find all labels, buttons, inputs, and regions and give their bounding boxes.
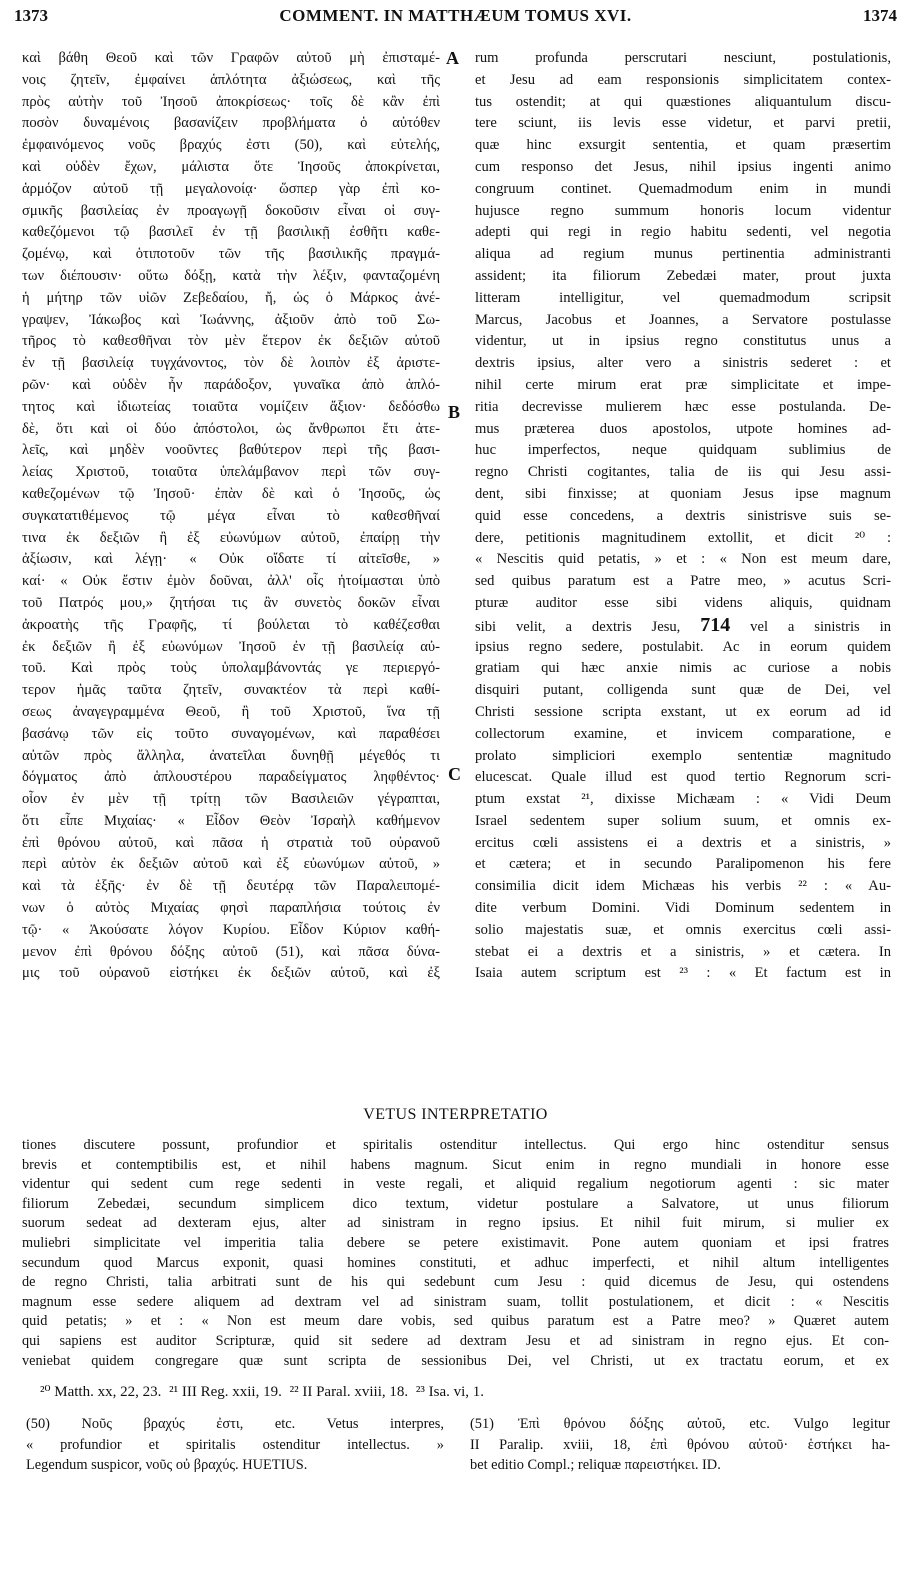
latin-text-line: quæ hinc exsurgit sententia, et quam præsertim xyxy=(475,137,891,154)
greek-text-line: γραψεν, Ἰάκωβος καὶ Ἰωάννης, ἀξιοῦν ἀπὸ τοῦ Σω- xyxy=(22,311,440,328)
vetus-text-line: magnum esse sedere aliquem ad dextram vel ad sinistram suam, tollit postulationem, et dicit : « Nescitis xyxy=(22,1293,889,1310)
vetus-text-line: de regno Christi, talia arbitrati sunt de his qui sedebunt cum Jesu : quid dicemus de Jesu, qui ostendens xyxy=(22,1274,889,1291)
greek-text-line: ζομένῳ, καὶ ὁτιποτοῦν τῶν τῆς βασιλικῆς πραγμά- xyxy=(22,246,440,263)
footnote-line: « profundior et spiritalis ostenditur intellectus. » xyxy=(26,1436,444,1453)
greek-text-line: ποσὸν δυναμένοις βασανίζειν προβλήματα ὁ αὐτόθεν xyxy=(22,115,440,132)
greek-text-line: νων ὁ αὐτὸς Μιχαίας φησὶ παραπλήσια τούτοις ἐν xyxy=(22,900,440,917)
latin-text-line: ipsius regno sedere, postulabit. Ac in eorum quidem xyxy=(475,638,891,655)
greek-text-line: σεως ἀναγεγραμμένα Θεοῦ, ἢ τοῦ Χριστοῦ, ἵνα τῇ xyxy=(22,703,440,720)
greek-text-line: νοις ζητεῖν, ἐμφαίνει ἁπλότητα ἀξιώσεως, καὶ τῆς xyxy=(22,71,440,88)
vetus-interpretatio-text xyxy=(22,1136,889,1371)
greek-text-line: ἐκ δεξιῶν ἢ ἐξ εὐωνύμων Ἰησοῦ ἐν τῇ βασιλείᾳ αὐ- xyxy=(22,638,440,655)
greek-text-line: ἡ μήτηρ τῶν υἱῶν Ζεβεδαίου, ἤ, ὡς ὁ Μάρκος ἀνέ- xyxy=(22,289,440,306)
latin-text-line: cum responso det Jesus, nihil ipsius ingenti animo xyxy=(475,158,891,175)
greek-text-line: δὲ, ὅτι καὶ οἱ δύο ἀπόστολοι, ὡς ἄνθρωποι ἔτι ἀτε- xyxy=(22,420,440,437)
section-marker-c: C xyxy=(448,764,461,784)
latin-text-line: huc imperfectos, neque quidquam sublimius de xyxy=(475,442,891,459)
latin-text-column xyxy=(475,48,891,985)
greek-text-line: ἀξίωσιν, καὶ λέγῃ· « Οὐκ οἴδατε τί αἰτεῖσθε, » xyxy=(22,551,440,568)
greek-text-line: τῷ· « Ἀκούσατε λόγον Κυρίου. Εἶδον Κύριον καθή- xyxy=(22,921,440,938)
column-number-marker: 714 xyxy=(700,614,731,636)
greek-text-column xyxy=(22,48,440,985)
greek-text-line: ἁρμόζον αὐτοῦ τῇ μεγαλονοίᾳ· ὥσπερ γὰρ ἐπὶ κο- xyxy=(22,180,440,197)
page-number-right: 1374 xyxy=(863,6,897,25)
greek-text-line: λεῖς, καὶ μηδὲν νοοῦντες βαθύτερον περὶ τῆς βασι- xyxy=(22,442,440,459)
greek-text-line: αὐτῶν πρὸς ἄλληλα, ἀνατεῖλαι δυνηθῇ μέγεθός τι xyxy=(22,747,440,764)
vetus-text-line: videntur qui sedent cum rege sedenti in veste regali, et aliquid regalium negotiorum agenti : sic mater xyxy=(22,1176,889,1193)
latin-text-line: Isaia autem scriptum est ²³ : « Et factum est in xyxy=(475,965,891,982)
greek-text-line: ἐμφαινόμενος νοῦς βραχύς ἐστι (50), καὶ εὐτελής, xyxy=(22,137,440,154)
greek-text-line: ἐπὶ θρόνου αὐτοῦ, καὶ πᾶσα ἡ στρατιὰ τοῦ οὐρανοῦ xyxy=(22,834,440,851)
page-number-left: 1373 xyxy=(14,6,48,25)
vetus-text-line: secundum quod Marcus exponit, quasi homines constituti, et adhuc imperfecti, et nihil altum intelligentes xyxy=(22,1254,889,1271)
scripture-references xyxy=(40,1382,891,1401)
latin-text-line: rum profunda perscrutari nesciunt, postulationis, xyxy=(475,50,891,66)
page-header xyxy=(14,6,897,32)
latin-text-line: tus ostendit; at qui quæstiones aliquantulum discu- xyxy=(475,93,891,110)
section-marker-b: B xyxy=(448,402,461,422)
greek-text-line: τοῦ Πατρός μου,» ζητήσαι τις ἂν συνετὸς δοκῶν εἶναι xyxy=(22,594,440,611)
vetus-interpretatio-title: VETUS INTERPRETATIO xyxy=(363,1106,548,1123)
greek-text-line: λείας Χριστοῦ, τοιαῦτα ὑπελάμβανον περὶ τῶν συγ- xyxy=(22,464,440,481)
latin-text-line: Israel sedentem super solium suum, et omnis ex- xyxy=(475,812,891,829)
reference-item: ²³ Isa. vi, 1. xyxy=(415,1384,485,1400)
vetus-text-line: brevis et contemptibilis est, et nihil habens magnum. Sicut enim in regno mundiali in honore esse xyxy=(22,1156,889,1173)
latin-text-line: collectorum examine, et invicem comparatione, e xyxy=(475,725,891,742)
vetus-text-line: quid petatis; » et : « Non est meum dare vobis, sed quibus paratum est a Patre meo? » Quæret autem xyxy=(22,1313,889,1330)
greek-text-line: τερον ἡμᾶς ταῦτα ζητεῖν, συνακτέον τὰ περὶ καθί- xyxy=(22,682,440,699)
latin-text-line: quid esse concedens, a dextris sinistrisve suis se- xyxy=(475,507,891,524)
greek-text-line: οἷον ἐν μὲν τῇ τρίτῃ τῶν Βασιλειῶν γέγραπται, xyxy=(22,791,440,808)
latin-text-line: dent, sibi finxisse; at quoniam Jesus ipse magnum xyxy=(475,485,891,502)
greek-text-line: ὅτι εἶπε Μιχαίας· « Εἶδον Θεὸν Ἰσραὴλ καθήμενον xyxy=(22,812,440,829)
latin-text-line: sibi velit, a dextris Jesu, 714 vel a sinistris in xyxy=(475,614,891,636)
latin-text-line: dextris ipsius, alter vero a sinistris sederet : et xyxy=(475,355,891,372)
latin-text-line: assident; ita filiorum Zebedæi mater, prout juxta xyxy=(475,267,891,284)
latin-text-line: consimilia dicit idem Michæas his verbis ²² : « Au- xyxy=(475,878,891,895)
greek-text-line: καὶ οὐδὲν ἔχων, μάλιστα ὅτε Ἰησοῦς ἀποκρίνεται, xyxy=(22,158,440,175)
latin-text-line: dere, petitionis magnitudinem extollit, et dicit ²⁰ : xyxy=(475,529,891,546)
greek-text-line: δόγματος ἀπὸ ἁπλουστέρου παραδείγματος ληφθέντος· xyxy=(22,769,440,786)
footnote-line: bet editio Compl.; reliquæ παρειστήκει. ID. xyxy=(470,1457,721,1473)
running-title: COMMENT. IN MATTHÆUM TOMUS XVI. xyxy=(279,6,632,25)
greek-text-line: τητος καὶ ἰδιωτείας τοιαῦτα νομίζειν ἄξιον· δεδόσθω xyxy=(22,398,440,415)
latin-text-line: pturæ auditor esse sibi videns aliquis, quidnam xyxy=(475,594,891,611)
vetus-text-line: filiorum Zebedæi, secundum simplicem dico textum, videtur postulare a Salvatore, ut unus filiorum xyxy=(22,1195,889,1212)
greek-text-line: πρὸς αὐτὴν τοῦ Ἰησοῦ ἀποκρίσεως· τοῖς δὲ κἂν ἐπὶ xyxy=(22,93,440,110)
section-marker-a: A xyxy=(446,48,459,68)
latin-text-line: stebat ei a dextris et a sinistris, » et cætera. In xyxy=(475,943,891,960)
latin-text-line: elucescat. Quale illud est quod tertio Regnorum scri- xyxy=(475,769,891,786)
vetus-text-line: veniebat quidem congregare quæ sunt scripta de sessionibus Dei, vel Christi, ut ex tractatu eorum, et ex xyxy=(22,1352,889,1369)
greek-text-line: τῆρος τὸ καθεσθῆναι τὸν μὲν ἕτερον ἐκ δεξιῶν αὐτοῦ xyxy=(22,333,440,350)
latin-text-line: Christi sessione scripta exstant, ut ex eorum ad id xyxy=(475,703,891,720)
greek-text-line: συγκατατιθέμενος τῷ μέγα εἶναι τὸ καθεσθῆναί xyxy=(22,507,440,524)
greek-text-line: καθεζόμενοι τῷ βασιλεῖ ἐν τῇ βασιλικῇ ἐσθῆτι καθε- xyxy=(22,224,440,241)
reference-item: ²² II Paral. xviii, 18. xyxy=(289,1384,409,1400)
latin-text-line: ptum exstat ²¹, dixisse Michæam : « Vidi Deum xyxy=(475,791,891,808)
footnote-line: (51) Ἐπὶ θρόνου δόξης αὐτοῦ, etc. Vulgo legitur xyxy=(470,1416,890,1432)
latin-text-line: et Jesu ad eam responsionis simplicitatem contex- xyxy=(475,71,891,88)
footnote-line: (50) Νοῦς βραχύς ἐστι, etc. Vetus interpres, xyxy=(26,1416,444,1432)
greek-text-line: βασάνῳ τῶν εἰς τοῦτο συναγομένων, καὶ παραθέσει xyxy=(22,725,440,742)
footnote-50 xyxy=(26,1414,444,1476)
greek-text-line: τοῦ. Καὶ πρὸς τοὺς ὑπολαμβάνοντάς γε περιεργό- xyxy=(22,660,440,677)
latin-text-line: disquiri putant, colligenda sunt quæ de Dei, vel xyxy=(475,682,891,699)
latin-text-line: regno Christi cogitantes, talia de iis qui Jesu assi- xyxy=(475,464,891,481)
vetus-text-line: suorum sedeat ad dexteram ejus, alter ad sinistram in regno ipsius. Et nihil fuit mirum, si mulier ex xyxy=(22,1215,889,1232)
latin-text-line: ercitus cœli assistens ei a dextris et a sinistris, » xyxy=(475,834,891,851)
latin-text-line: tere sciunt, iis levis esse videtur, et parvi pretii, xyxy=(475,115,891,132)
vetus-text-line: muliebri simplicitate vel imperitia talia debere se petere existimavit. Pone autem quoniam et ipsi fratres xyxy=(22,1234,889,1251)
greek-text-line: μις τοῦ οὐρανοῦ εἱστήκει ἐκ δεξιῶν αὐτοῦ, καὶ ἐξ xyxy=(22,965,440,982)
latin-text-line: adepti qui regi in regio habitu sedenti, vel negotia xyxy=(475,224,891,241)
latin-text-line: ritia decrevisse mulierem hæc esse postulanda. De- xyxy=(475,398,891,415)
vetus-text-line: qui sapiens est auditor Scripturæ, quid sit sedere ad dextram Jesu et ad sinistram in regno ejus. Et con- xyxy=(22,1332,889,1349)
greek-text-line: σμικῆς βασιλείας ἐν προαγωγῇ δοκοῦσιν εἶναι οἱ συγ- xyxy=(22,202,440,219)
greek-text-line: καὶ βάθη Θεοῦ καὶ τῶν Γραφῶν αὐτοῦ μὴ ἐπισταμέ- xyxy=(22,50,440,66)
latin-text-line: dite verbum Domini. Vidi Dominum sedentem in xyxy=(475,900,891,917)
greek-text-line: ἐν τῇ βασιλείᾳ τυγχάνοντος, τὸν δὲ λοιπὸν ἐξ ἀριστε- xyxy=(22,355,440,372)
latin-text-line: congruum continet. Quemadmodum enim in mundi xyxy=(475,180,891,197)
footnote-line: Legendum suspicor, νοῦς οὐ βραχύς. HUETIUS. xyxy=(26,1457,308,1473)
latin-text-line: solio majestatis suæ, et omnis exercitus cœli assi- xyxy=(475,921,891,938)
greek-text-line: καί· « Οὐκ ἔστιν ἐμὸν δοῦναι, ἀλλ' οἷς ἡτοίμασται ὑπὸ xyxy=(22,573,440,590)
greek-text-line: καὶ τὰ ἑξῆς· ἐν δὲ τῇ δευτέρᾳ τῶν Παραλειπομέ- xyxy=(22,878,440,895)
latin-text-line: « Nescitis quid petatis, » et : « Non est meum dare, xyxy=(475,551,891,568)
latin-text-line: litteram intelligitur, vel quemadmodum scripsit xyxy=(475,289,891,306)
latin-text-line: nihil certe mirum erat præ simplicitate et impe- xyxy=(475,376,891,393)
greek-text-line: τινα ἐκ δεξιῶν ἢ ἐξ εὐωνύμων αὐτοῦ, ἐπαίρῃ τὴν xyxy=(22,529,440,546)
reference-item: ²¹ III Reg. xxii, 19. xyxy=(169,1384,282,1400)
latin-text-line: sed quibus paratum est a Patre meo, » acutus Scri- xyxy=(475,573,891,590)
greek-text-line: ρῶν· καὶ οὐδὲν ἦν παράδοξον, γυναῖκα ἀπὸ ἁπλό- xyxy=(22,376,440,393)
greek-text-line: των διέπουσιν· οὕτω δόξῃ, κατὰ τὴν λέξιν, φανταζομένη xyxy=(22,267,440,284)
footnote-51 xyxy=(470,1414,890,1476)
vetus-text-line: tiones discutere possunt, profundior et spiritalis ostenditur intellectus. Qui ergo hinc ostenditur sensus xyxy=(22,1137,889,1153)
greek-text-line: καθεζομένων τῷ Ἰησοῦ· ἐπὰν δὲ καὶ ὁ Ἰησοῦς, ὡς xyxy=(22,485,440,502)
footnote-line: II Paralip. xviii, 18, ἐπὶ θρόνου αὐτοῦ· ἑστήκει ha- xyxy=(470,1436,890,1453)
latin-text-line: et cætera; et in secundo Paralipomenon his fere xyxy=(475,856,891,873)
greek-text-line: ἀκροατὴς τῆς Γραφῆς, τί βούλεται τὸ καθέζεσθαι xyxy=(22,616,440,633)
latin-text-line: aliqua ad regium munus pertinentia administranti xyxy=(475,246,891,263)
reference-item: ²⁰ Matth. xx, 22, 23. xyxy=(40,1384,162,1400)
latin-text-line: videntur, ut in ipsius regno constitutus unus a xyxy=(475,333,891,350)
latin-text-line: mus præterea duos apostolos, utpote homines ad- xyxy=(475,420,891,437)
latin-text-line: prolato simpliciori exemplo sententiæ magnitudo xyxy=(475,747,891,764)
greek-text-line: μενον ἐπὶ θρόνου δόξης αὐτοῦ (51), καὶ πᾶσα δύνα- xyxy=(22,943,440,960)
latin-text-line: gratiam qui hæc anxie nimis ac curiose a nobis xyxy=(475,660,891,677)
greek-text-line: περὶ αὐτὸν ἐκ δεξιῶν αὐτοῦ καὶ ἐξ εὐωνύμων αὐτοῦ, » xyxy=(22,856,440,873)
latin-text-line: Marcus, Jacobus et Joannes, a Servatore postulasse xyxy=(475,311,891,328)
latin-text-line: hujusce regno summum honoris locum videntur xyxy=(475,202,891,219)
